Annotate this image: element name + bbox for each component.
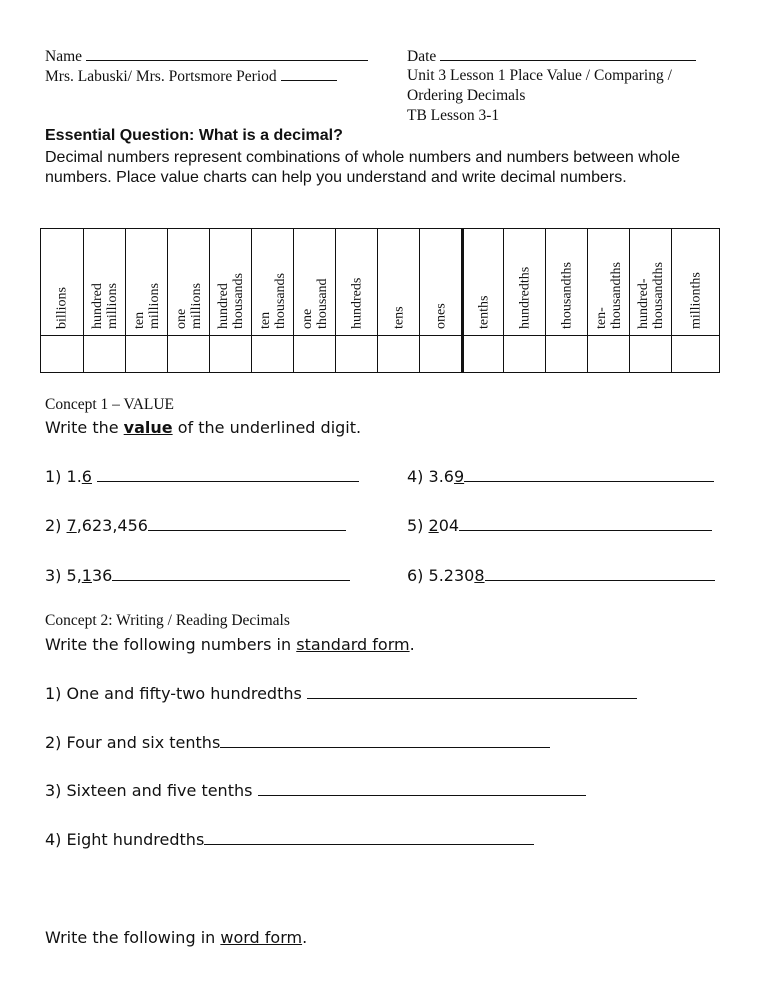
item-number: 1) <box>45 684 62 703</box>
item-pre: 1. <box>66 467 82 486</box>
answer-blank[interactable] <box>485 566 715 581</box>
item-number: 2) <box>45 516 62 535</box>
concept2-title: Concept 2: Writing / Reading Decimals <box>45 612 290 629</box>
item-text: Eight hundredths <box>66 830 205 849</box>
place-value-label: hundred- thousandths <box>635 262 666 329</box>
underlined-digit: 2 <box>428 516 439 535</box>
place-value-column <box>461 229 503 372</box>
item-pre: 5, <box>66 566 82 585</box>
place-value-answer-cell[interactable] <box>168 336 209 372</box>
place-value-label: hundredths <box>517 266 532 329</box>
place-value-answer-cell[interactable] <box>378 336 419 372</box>
place-value-header <box>84 229 125 336</box>
tb-lesson: TB Lesson 3-1 <box>407 107 500 124</box>
concept2-instruction <box>45 635 415 654</box>
place-value-header <box>168 229 209 336</box>
place-value-answer-cell[interactable] <box>336 336 377 372</box>
unit-title-line1: Unit 3 Lesson 1 Place Value / Comparing / <box>407 67 672 84</box>
answer-blank[interactable] <box>112 566 350 581</box>
place-value-label: thousandths <box>559 262 574 329</box>
underlined-digit: 9 <box>453 467 465 486</box>
concept2-item-3 <box>45 781 586 800</box>
place-value-answer-cell[interactable] <box>588 336 629 372</box>
place-value-header <box>464 229 503 336</box>
item-text: Sixteen and five tenths <box>66 781 253 800</box>
place-value-header <box>294 229 335 336</box>
concept1-title: Concept 1 – VALUE <box>45 396 175 413</box>
place-value-label: ten- thousandths <box>593 262 624 329</box>
concept1-instr-emph: value <box>123 418 173 437</box>
place-value-answer-cell[interactable] <box>294 336 335 372</box>
place-value-answer-cell[interactable] <box>546 336 587 372</box>
place-value-answer-cell[interactable] <box>210 336 251 372</box>
word-form-instruction <box>45 928 307 947</box>
concept1-item-2 <box>45 516 346 535</box>
place-value-header <box>252 229 293 336</box>
answer-blank[interactable] <box>148 516 346 531</box>
concept2-item-1 <box>45 684 637 703</box>
concept2-instr-after: . <box>409 635 415 654</box>
word-form-instr-after: . <box>302 928 308 947</box>
answer-blank[interactable] <box>464 467 714 482</box>
answer-blank[interactable] <box>97 467 359 482</box>
place-value-label: millionths <box>688 272 703 329</box>
underlined-digit: 7 <box>66 516 77 535</box>
item-number: 3) <box>45 781 62 800</box>
place-value-header <box>210 229 251 336</box>
answer-blank[interactable] <box>307 684 637 699</box>
place-value-answer-cell[interactable] <box>504 336 545 372</box>
concept1-item-3 <box>45 566 350 585</box>
concept2-item-2 <box>45 733 550 752</box>
underlined-digit: 8 <box>474 566 485 585</box>
concept1-item-4 <box>407 467 714 486</box>
word-form-instr-before: Write the following in <box>45 928 221 947</box>
place-value-label: one millions <box>173 283 204 329</box>
essential-question-title: Essential Question: What is a decimal? <box>45 127 343 144</box>
item-number: 5) <box>407 516 424 535</box>
item-number: 1) <box>45 467 62 486</box>
place-value-header <box>630 229 671 336</box>
place-value-label: billions <box>54 286 70 329</box>
place-value-column <box>629 229 671 372</box>
item-post: ,623,456 <box>76 516 148 535</box>
concept2-item-4 <box>45 830 534 849</box>
place-value-header <box>504 229 545 336</box>
place-value-label: one thousand <box>299 278 330 329</box>
item-pre: 5.230 <box>428 566 475 585</box>
underlined-digit: 6 <box>81 467 92 486</box>
concept2-instr-emph: standard form <box>296 635 410 654</box>
place-value-header <box>378 229 419 336</box>
place-value-answer-cell[interactable] <box>126 336 167 372</box>
place-value-column <box>671 229 719 372</box>
place-value-header <box>126 229 167 336</box>
place-value-column <box>83 229 125 372</box>
place-value-column <box>209 229 251 372</box>
place-value-header <box>588 229 629 336</box>
place-value-label: ones <box>433 303 448 329</box>
place-value-column <box>335 229 377 372</box>
place-value-label: ten thousands <box>257 273 288 329</box>
essential-question-body: Decimal numbers represent combinations of whole numbers and numbers between whole numbers. Place value charts can help you understand and write decimal numbers. <box>45 149 680 186</box>
place-value-chart <box>40 228 720 373</box>
concept1-instr-after: of the underlined digit. <box>172 418 362 437</box>
place-value-label: hundreds <box>349 277 364 329</box>
place-value-header <box>546 229 587 336</box>
date-blank[interactable] <box>440 46 696 61</box>
concept1-item-6 <box>407 566 715 585</box>
place-value-answer-cell[interactable] <box>252 336 293 372</box>
place-value-header <box>336 229 377 336</box>
item-post: 04 <box>438 516 460 535</box>
name-field <box>45 46 368 67</box>
place-value-answer-cell[interactable] <box>41 336 83 372</box>
place-value-header <box>41 229 83 336</box>
place-value-answer-cell[interactable] <box>630 336 671 372</box>
place-value-label: tenths <box>476 295 491 329</box>
item-post: 36 <box>91 566 113 585</box>
place-value-column <box>293 229 335 372</box>
date-field <box>407 46 696 67</box>
place-value-column <box>251 229 293 372</box>
concept1-instr-before: Write the <box>45 418 124 437</box>
place-value-header <box>420 229 461 336</box>
teacher-names: Mrs. Labuski/ Mrs. Portsmore Period <box>45 68 277 85</box>
item-number: 4) <box>407 467 424 486</box>
item-number: 6) <box>407 566 424 585</box>
place-value-label: tens <box>391 306 406 329</box>
date-label: Date <box>407 48 437 65</box>
period-blank[interactable] <box>281 66 337 81</box>
place-value-column <box>167 229 209 372</box>
name-label: Name <box>45 48 83 65</box>
place-value-column <box>545 229 587 372</box>
concept1-instruction <box>45 418 361 437</box>
teacher-period-line <box>45 66 337 87</box>
place-value-column <box>503 229 545 372</box>
place-value-answer-cell[interactable] <box>420 336 461 372</box>
place-value-column <box>587 229 629 372</box>
place-value-column <box>41 229 83 372</box>
item-pre: 3.6 <box>428 467 454 486</box>
underlined-digit: 1 <box>81 566 92 585</box>
item-text: One and fifty-two hundredths <box>66 684 302 703</box>
name-blank[interactable] <box>86 46 368 61</box>
answer-blank[interactable] <box>459 516 712 531</box>
place-value-label: hundred thousands <box>215 273 246 329</box>
place-value-label: hundred millions <box>89 283 120 329</box>
place-value-column <box>377 229 419 372</box>
unit-title-line2: Ordering Decimals <box>407 87 526 104</box>
place-value-header <box>672 229 719 336</box>
answer-blank[interactable] <box>258 781 586 796</box>
place-value-label: ten millions <box>131 283 162 329</box>
item-number: 2) <box>45 733 62 752</box>
place-value-column <box>419 229 461 372</box>
item-number: 4) <box>45 830 62 849</box>
item-number: 3) <box>45 566 62 585</box>
item-text: Four and six tenths <box>66 733 221 752</box>
answer-blank[interactable] <box>204 830 534 845</box>
place-value-column <box>125 229 167 372</box>
concept1-item-1 <box>45 467 359 486</box>
place-value-answer-cell[interactable] <box>84 336 125 372</box>
place-value-answer-cell[interactable] <box>672 336 719 372</box>
concept1-item-5 <box>407 516 712 535</box>
word-form-instr-emph: word form <box>220 928 303 947</box>
answer-blank[interactable] <box>220 733 550 748</box>
concept2-instr-before: Write the following numbers in <box>45 635 297 654</box>
place-value-answer-cell[interactable] <box>464 336 503 372</box>
